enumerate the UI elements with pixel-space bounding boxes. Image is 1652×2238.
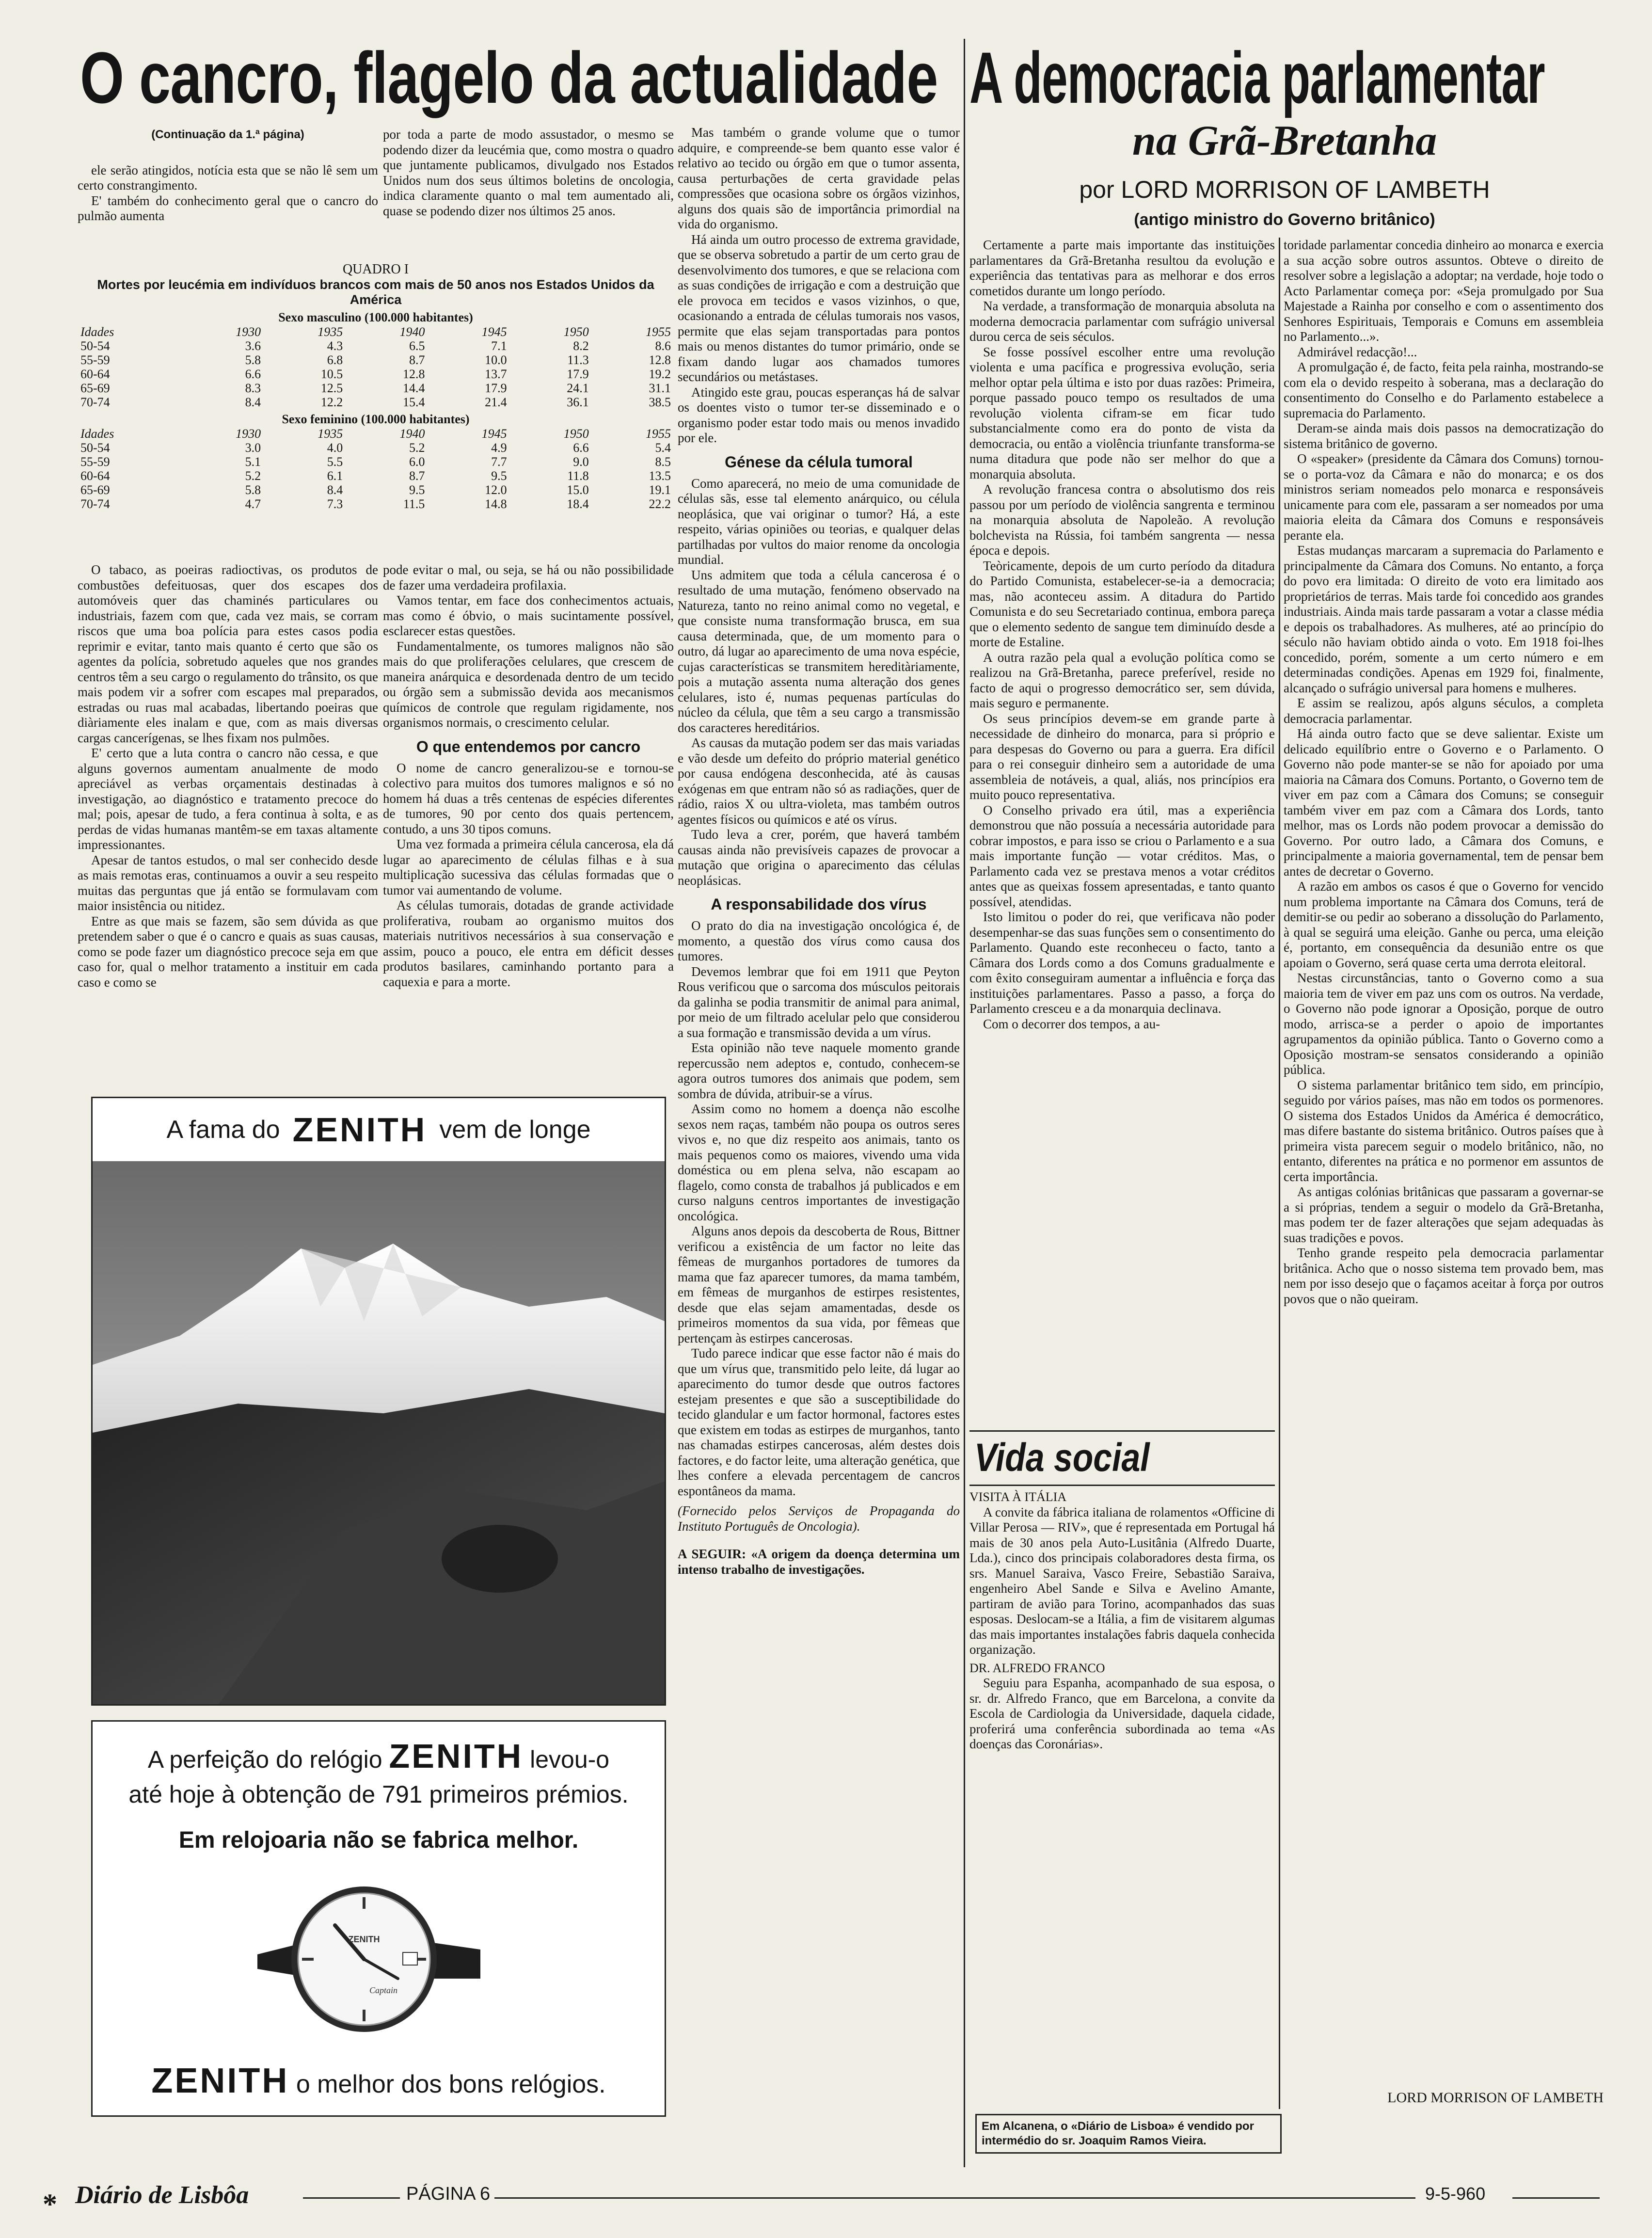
value-cell: 13.7 [485, 367, 507, 381]
value-cell: 8.4 [327, 483, 343, 497]
value-cell: 4.3 [327, 339, 343, 353]
value-cell: 19.1 [649, 483, 671, 497]
paragraph: Deram-se ainda mais dois passos na democratização do sistema britânico de governo. [1284, 421, 1604, 451]
byline-note: (antigo ministro do Governo britânico) [1134, 210, 1435, 229]
paragraph: Os seus princípios devem-se em grande parte à necessidade de dinheiro do monarca, para si próprio e para despesas do Governo ou para a guerra. Era difícil para o rei conseguir dinheiro sem a autoridade de uma assembleia de notáveis, a qual, aliás, nos princípios era muito pouco representativa. [969, 711, 1275, 802]
year-header: 1935 [318, 325, 343, 339]
paragraph: As células tumorais, dotadas de grande actividade proliferativa, roubam ao organismo muitos dos materiais nutritivos necessários à sua conservação e assim, pouco a pouco, ele entra em déficit desses produtos basilares, caminhando portanto para a caquexia e para a morte. [383, 898, 674, 989]
value-cell: 8.4 [245, 395, 261, 409]
value-cell: 17.9 [567, 367, 589, 381]
paragraph: Admirável redacção!... [1297, 344, 1417, 359]
year-header: 1950 [563, 325, 589, 339]
paragraph: Com o decorrer dos tempos, a au- [983, 1016, 1160, 1031]
vida-heading-italy: VISITA À ITÁLIA [969, 1490, 1067, 1504]
paragraph: Vamos tentar, em face dos conhecimentos actuais, mas como é óbvio, o mais sucintamente possível, esclarecer estas questões. [383, 593, 674, 638]
paragraph: Teòricamente, depois de um curto período da ditadura do Partido Comunista, estabelecer-se-ia a democracia; mas, não aconteceu assim. A ditadura do Partido Comunista e do seu Secretariado continua, embora pareça que o elemento sedento de sangue tem diminuído desde a morte de Estaline. [969, 558, 1275, 649]
value-cell: 17.9 [485, 381, 507, 395]
paragraph: As antigas colónias britânicas que passaram a governar-se a si próprias, tendem a seguir o modelo da Grã-Bretanha, mas podem ter de fazer alterações que sejam adequadas às suas tradições e povos. [1284, 1184, 1604, 1245]
value-cell: 6.6 [573, 441, 589, 455]
female-table [78, 427, 674, 511]
cancer-headline: O cancro, flagelo da actualidade [80, 37, 938, 118]
subheading-virus: A responsabilidade dos vírus [711, 895, 927, 913]
ad-text: o melhor dos bons relógios. [296, 2070, 606, 2098]
article-column-3 [678, 125, 960, 2108]
table-caption: QUADRO I [342, 262, 409, 277]
ad-text: vem de longe [439, 1116, 591, 1144]
paragraph: Alguns anos depois da descoberta de Rous, Bittner verificou a existência de um factor no leite das fêmeas de murganhos portadores de tumores da mama que faz aparecer tumores, da mama também, em fêmeas de murganhos de estirpes resistentes, desde que elas sejam amamentadas, desde os primeiros momentos da sua vida, por fêmeas que pertençam às estirpes cancerosas. [678, 1224, 960, 1345]
paragraph: toridade parlamentar concedia dinheiro ao monarca e exercia a sua acção sobre outros assuntos. Obteve o direito de resolver sobre a legislação a adoptar; na verdade, hoje todo o Acto Parlamentar começa por: «Seja promulgado por Sua Majestade a Rainha por conselho e com o assentimento dos Senhores Espirituais, Temporais e Comuns em assembleia no Parlamento...». [1284, 238, 1604, 344]
article-column-1-bottom [78, 562, 378, 1091]
democracy-column-2 [1284, 238, 1604, 2085]
democracy-subtitle: na Grã-Bretanha [1132, 117, 1437, 164]
age-header: Idades [80, 325, 114, 339]
age-cell: 65-69 [80, 381, 110, 395]
table-row [78, 469, 674, 483]
paragraph: Tudo leva a crer, porém, que haverá também causas ainda não previsíveis capazes de provocar a mutação que origina o aparecimento das células neoplásicas. [678, 827, 960, 888]
paragraph: Mas também o grande volume que o tumor adquire, e compreende-se bem quanto esse valor é relativo ao tecido ou órgão em que o tumor assenta, causa perturbações de certa gravidade pelas compressões que ocasiona sobre os órgãos vizinhos, alguns dos quais são de importância primordial na vida do organismo. [678, 125, 960, 231]
paragraph: O sistema parlamentar britânico tem sido, em princípio, seguido por vários países, mas não em todos os pormenores. O sistema dos Estados Unidos da América é democrático, mas difere bastante do sistema britânico. Outros países que à primeira vista parecem seguir o modelo britânico, não, no entanto, diferentes na prática e no pormenor em assuntos de certa importância. [1284, 1077, 1604, 1184]
paragraph: Tenho grande respeito pela democracia parlamentar britânica. Acho que o nosso sistema tem provado bem, mas nem por isso desejo que o façamos aceitar à força por outros povos que o não queiram. [1284, 1246, 1604, 1306]
paragraph: Assim como no homem a doença não escolhe sexos nem raças, também não poupa os outros seres vivos e, no que diz respeito aos animais, tanto os mais pequenos como os maiores, vivendo uma vida doméstica ou em plena selva, não escapam ao flagelo, como consta de trabalhos já publicados e em curso nalguns centros importantes de investigação oncológica. [678, 1102, 960, 1223]
ad-perfection-line1 [93, 1738, 665, 1777]
paragraph: ele serão atingidos, notícia esta que se não lê sem um certo constrangimento. [78, 162, 378, 192]
ad-text: A perfeição do relógio [147, 1746, 382, 1773]
value-cell: 8.5 [655, 455, 671, 469]
footer-rule [303, 2197, 400, 2199]
year-header: 1955 [646, 427, 671, 441]
paragraph: Nestas circunstâncias, tanto o Governo como a sua maioria tem de viver em paz uns com os outros. Na verdade, o Governo não pode ignorar a Oposição, porque de outro modo, arrisca-se a perder o apoio de importantes agrupamentos da opinião pública. Tanto o Governo como a Oposição mostram-se sensatos considerando a opinião pública. [1284, 971, 1604, 1077]
zenith-brand: ZENITH [389, 1737, 524, 1775]
source-note: (Fornecido pelos Serviços de Propaganda do Instituto Português de Oncologia). [678, 1503, 960, 1534]
table-row [78, 339, 674, 353]
year-header: 1940 [399, 325, 425, 339]
footer-rule [494, 2197, 1415, 2199]
paragraph: Entre as que mais se fazem, são sem dúvida as que pretendem saber o que é o cancro e quais as suas causas, como se pode fazer um diagnóstico precoce seja em que caso for, qual o melhor tratamento a instituir em cada caso e como se [78, 913, 378, 990]
democracy-column-1 [969, 238, 1275, 1421]
value-cell: 10.5 [320, 367, 343, 381]
value-cell: 5.1 [245, 455, 261, 469]
mountain-photo [93, 1161, 665, 1704]
value-cell: 22.2 [649, 497, 671, 511]
zenith-brand: ZENITH [292, 1111, 427, 1149]
article-column-2-bottom [383, 562, 674, 1091]
paragraph: E' certo que a luta contra o cancro não cessa, e que alguns governos aumentam anualmente de modo apreciável as verbas orçamentais destinadas à investigação, ao diagnóstico e tratamento precoce do mal; pois, apesar de tudo, a fera continua à solta, e as perdas de vidas humanas mantêm-se em taxas altamente impressionantes. [78, 746, 378, 852]
year-header: 1950 [563, 427, 589, 441]
paragraph: Apesar de tantos estudos, o mal ser conhecido desde as mais remotas eras, continuamos a ouvir a seu respeito muitas das perguntas que já então se formulavam com maior insistência ou nitidez. [78, 852, 378, 913]
value-cell: 15.0 [567, 483, 589, 497]
wristwatch-illustration [238, 1867, 490, 2051]
article-column-1-top [78, 127, 378, 258]
value-cell: 7.3 [327, 497, 343, 511]
paragraph: E assim se realizou, após alguns séculos, a completa democracia parlamentar. [1284, 696, 1604, 726]
paragraph: As causas da mutação podem ser das mais variadas e vão desde um defeito do próprio material genético por causa endógena desconhecida, até às causas exógenas em que entram não só as radiações, quer de rádio, raios X ou ultra-violeta, mas também outros agentes físicos ou químicos e até os vírus. [678, 735, 960, 827]
table-row [78, 367, 674, 381]
year-header: 1945 [481, 427, 507, 441]
value-cell: 12.0 [485, 483, 507, 497]
table-row [78, 441, 674, 455]
distribution-note: Em Alcanena, o «Diário de Lisboa» é vendido por intermédio do sr. Joaquim Ramos Vieira. [975, 2114, 1282, 2154]
age-cell: 50-54 [80, 441, 110, 455]
value-cell: 5.4 [655, 441, 671, 455]
footer-star: * [43, 2188, 57, 2220]
age-cell: 55-59 [80, 455, 110, 469]
vida-heading-franco: DR. ALFREDO FRANCO [969, 1661, 1105, 1675]
value-cell: 8.7 [409, 353, 425, 367]
value-cell: 14.4 [402, 381, 425, 395]
value-cell: 6.1 [327, 469, 343, 483]
paragraph: O Conselho privado era útil, mas a experiência demonstrou que não possuía a necessária autoridade para cobrar impostos, e para isso se criou o Parlamento e a sua mais importante função — votar créditos. Mas, o Parlamento cada vez se prestava menos a votar créditos antes que as queixas fossem apresentadas, e tanto quanto possível, atendidas. [969, 802, 1275, 909]
paragraph: A promulgação é, de facto, feita pela rainha, mostrando-se com ela o devido respeito à soberana, mas a declaração do consentimento do Conselho e do Parlamento estabelece a supremacia do Parlamento. [1284, 360, 1604, 420]
ad-text: levou-o [530, 1746, 610, 1773]
value-cell: 5.8 [245, 353, 261, 367]
value-cell: 9.5 [409, 483, 425, 497]
paragraph: Na verdade, a transformação de monarquia absoluta na moderna democracia parlamentar com sufrágio universal durou cerca de seis séculos. [969, 299, 1275, 344]
value-cell: 31.1 [649, 381, 671, 395]
column-divider [964, 39, 965, 2167]
age-cell: 60-64 [80, 367, 110, 381]
paragraph: Como aparecerá, no meio de uma comunidade de células sãs, esse tal elemento anárquico, ou célula neoplásica, que vai originar o tumor? Há, a este respeito, várias opiniões ou teorias, e qualquer delas partilhadas por vultos do maior renome da oncologia mundial. [678, 476, 960, 567]
paragraph: Uma vez formada a primeira célula cancerosa, ela dá lugar ao aparecimento de células filhas e à sua multiplicação sucessiva das células formadas que o tumor vai aumentando de volume. [383, 837, 674, 897]
value-cell: 4.9 [491, 441, 507, 455]
year-header: 1930 [236, 325, 261, 339]
value-cell: 12.8 [649, 353, 671, 367]
byline: por LORD MORRISON OF LAMBETH [1079, 176, 1490, 203]
column-divider [1279, 238, 1280, 2109]
year-header: 1945 [481, 325, 507, 339]
vida-social-title: Vida social [974, 1436, 1150, 1480]
value-cell: 11.5 [403, 497, 425, 511]
value-cell: 9.5 [491, 469, 507, 483]
age-cell: 50-54 [80, 339, 110, 353]
value-cell: 8.2 [573, 339, 589, 353]
value-cell: 12.8 [402, 367, 425, 381]
next-article-note: A SEGUIR: «A origem da doença determina um intenso trabalho de investigações. [678, 1547, 960, 1577]
table-title: Mortes por leucémia em indivíduos brancos com mais de 50 anos nos Estados Unidos da América [97, 277, 654, 307]
value-cell: 4.0 [327, 441, 343, 455]
paragraph: A revolução francesa contra o absolutismo dos reis passou por um período de violência sangrenta e terminou na monarquia absoluta de Napoleão. A revolução bolchevista na Rússia, foi também sangrenta — nessa época e depois. [969, 482, 1275, 558]
table-row [78, 497, 674, 511]
paragraph: E' também do conhecimento geral que o cancro do pulmão aumenta [78, 193, 378, 223]
signature: LORD MORRISON OF LAMBETH [1387, 2090, 1604, 2106]
section-divider [969, 1485, 1275, 1486]
table-row [78, 381, 674, 395]
paragraph: Isto limitou o poder do rei, que verificava não poder desempenhar-se das suas funções sem o consentimento do Parlamento. Quando este reconheceu o facto, tanto a Câmara dos Lords como a dos Comuns gradualmente e com êxito conseguiram aumentar a influência e força das instituições parlamentares. Passo a passo, a força do Parlamento cresceu e a da monarquia declinava. [969, 910, 1275, 1016]
age-cell: 55-59 [80, 353, 110, 367]
value-cell: 6.5 [409, 339, 425, 353]
value-cell: 19.2 [649, 367, 671, 381]
value-cell: 38.5 [649, 395, 671, 409]
watch-brand: ZENITH [348, 1934, 380, 1944]
continuation-note: (Continuação da 1.ª página) [151, 128, 304, 141]
value-cell: 5.2 [409, 441, 425, 455]
footer-rule [1512, 2197, 1600, 2199]
male-table [78, 325, 674, 409]
zenith-ad-fame [91, 1097, 666, 1706]
age-cell: 70-74 [80, 497, 110, 511]
age-cell: 70-74 [80, 395, 110, 409]
vida-social-column [969, 1489, 1275, 2095]
year-header: 1955 [646, 325, 671, 339]
paragraph: A razão em ambos os casos é que o Governo for vencido num problema importante na Câmara dos Comuns, terá de demitir-se ou pedir ao soberano a dissolução do Parlamento, à qual se seguirá uma eleição. Ganhe ou perca, uma eleição é, portanto, em consequência da desunião entre os que apoiam o Governo, será quase certa uma derrota eleitoral. [1284, 879, 1604, 970]
table-row [78, 395, 674, 409]
subheading-genese: Génese da célula tumoral [725, 453, 913, 471]
value-cell: 9.0 [573, 455, 589, 469]
newspaper-name: Diário de Lisbôa [75, 2181, 249, 2209]
ad-text: A fama do [166, 1116, 280, 1144]
year-header: 1930 [236, 427, 261, 441]
ad-perfection-line3: Em relojoaria não se fabrica melhor. [178, 1827, 579, 1853]
paragraph: A convite da fábrica italiana de rolamentos «Officine di Villar Perosa — RIV», que é representada em Portugal há mais de 30 anos pela Auto-Lusitânia (Alfredo Duarte, Lda.), cinco dos principais colaboradores desta firma, os srs. Manuel Saraiva, Vasco Freire, Sebastião Saraiva, engenheiro Abel Sande e Silva e Avelino Amante, partiram de avião para Torino, acompanhados das suas esposas. Deslocam-se a Itália, a fim de visitarem algumas das mais importantes instalações fabris daquela conhecida organização. [969, 1504, 1275, 1657]
watch-model: Captain [369, 1985, 398, 1995]
value-cell: 36.1 [567, 395, 589, 409]
paragraph: A outra razão pela qual a evolução política como se realizou na Grã-Bretanha, parece preferível, reside no facto de aqui o progresso democrático ser, sem dúvida, mais seguro e permanente. [969, 650, 1275, 710]
value-cell: 5.8 [245, 483, 261, 497]
paragraph: Se fosse possível escolher entre uma revolução violenta e uma pacífica e progressiva evolução, seria melhor optar pela última e isto por duas razões: Primeira, porque passado pouco tempo os resultados de uma revolução violenta cifram-se em ficar tudo substancialmente como era do ponto de vista da democracia, ou então a violência triunfante transforma-se numa ditadura que pode não ser melhor do que a monarquia absoluta. [969, 344, 1275, 481]
value-cell: 18.4 [567, 497, 589, 511]
table-header-row [78, 325, 674, 339]
value-cell: 14.8 [485, 497, 507, 511]
male-table-title: Sexo masculino (100.000 habitantes) [278, 310, 473, 324]
age-cell: 65-69 [80, 483, 110, 497]
value-cell: 8.7 [409, 469, 425, 483]
table-header-row [78, 427, 674, 441]
paragraph: O prato do dia na investigação oncológica é, de momento, a questão dos vírus como causa dos tumores. [678, 918, 960, 963]
paragraph: O nome de cancro generalizou-se e tornou-se colectivo para muitos dos tumores malignos e só no homem há duas a três centenas de espécies diferentes de tumores, 90 por cento dos quais pertencem, contudo, a uns 30 tipos comuns. [383, 760, 674, 836]
value-cell: 8.3 [245, 381, 261, 395]
leukemia-table-block [78, 262, 674, 511]
value-cell: 7.7 [491, 455, 507, 469]
age-header: Idades [80, 427, 114, 441]
paragraph: O «speaker» (presidente da Câmara dos Comuns) tornou-se o porta-voz da Câmara e não do monarca; e os dos ministros seriam nomeados pelo monarca e responsáveis unicamente para com ele, passaram a ser nomeados por uma maioria eleita da Câmara dos Comuns e responsáveis perante ela. [1284, 451, 1604, 543]
zenith-ad-perfection [91, 1720, 666, 2117]
year-header: 1940 [399, 427, 425, 441]
value-cell: 6.0 [409, 455, 425, 469]
issue-date: 9-5-960 [1425, 2184, 1486, 2204]
paragraph: Há ainda um outro processo de extrema gravidade, que se observa sobretudo a partir de um certo grau de desenvolvimento dos tumores, e que se relaciona com as suas condições de irrigação e com a destruição que ele provoca em tecidos e vasos vizinhos, o que, ocasionando a entrada de células tumorais nos vasos, permite que elas sejam transportadas para pontos mais ou menos distantes do tumor primário, onde se fixam dando lugar aos chamados tumores secundários ou metástases. [678, 232, 960, 384]
paragraph: Certamente a parte mais importante das instituições parlamentares da Grã-Bretanha resultou da evolução e experiência das tentativas para as melhorar e dos erros cometidos durante um longo período. [969, 238, 1275, 298]
value-cell: 12.5 [320, 381, 343, 395]
paragraph: Esta opinião não teve naquele momento grande repercussão nem adeptos e, contudo, conhecem-se agora outros tumores dos animais que podem, sem sombra de dúvida, atribuir-se a vírus. [678, 1040, 960, 1101]
value-cell: 15.4 [402, 395, 425, 409]
paragraph: Uns admitem que toda a célula cancerosa é o resultado de uma mutação, fenómeno observado na Natureza, tanto no reino animal como no vegetal, e que consiste numa transformação brusca, em sua causa determinada, que, de um momento para o outro, dá lugar ao aparecimento de uma nova espécie, cujas características se transmitem hereditàriamente, pois a mutação assenta numa alteração dos genes celulares, isto é, numas pequenas partículas do núcleo da célula, que têm a seu cargo a transmissão dos caracteres hereditários. [678, 567, 960, 735]
table-row [78, 353, 674, 367]
value-cell: 6.6 [245, 367, 261, 381]
democracy-headline: A democracia parlamentar [969, 37, 1545, 118]
paragraph: Fundamentalmente, os tumores malignos não são mais do que proliferações celulares, que crescem de maneira anárquica e desordenada dentro de um tecido ou órgão sem a submissão devida aos mecanismos químicos de controle que regulam rigidamente, nos organismos normais, o crescimento celular. [383, 639, 674, 730]
paragraph: Tudo parece indicar que esse factor não é mais do que um vírus que, transmitido pelo leite, dá lugar ao aparecimento do tumor desde que outros factores estejam presentes e que são a susceptibilidade do tecido glandular e um factor hormonal, factores estes que existem em todas as estirpes de murganhos, tanto nas chamadas estirpes cancerosas, além destes dois factores, e do factor leite, uma alteração genética, que lhes confere a elevada percentagem de cancros espontâneos da mama. [678, 1346, 960, 1498]
value-cell: 7.1 [491, 339, 507, 353]
value-cell: 12.2 [320, 395, 343, 409]
page-number: PÁGINA 6 [406, 2184, 491, 2204]
paragraph: O tabaco, as poeiras radioctivas, os produtos de combustões defeituosas, quer dos escapes dos automóveis quer das chaminés particulares ou industriais, fazem com que, cada vez mais, se corram riscos que uma boa polícia para estes casos podia reprimir e evitar, tanto mais quanto é certo que são os agentes da polícia, sobretudo aqueles que nos grandes centros têm a seu cargo o regulamento do trânsito, os que mais podem vir a sofrer com escapes mal preparados, estradas ou ruas mal acabadas, libertando poeiras que diàriamente eles inalam e que, com as mais diversas cargas cancerígenas, se lhes fixam nos pulmões. [78, 562, 378, 745]
paragraph: por toda a parte de modo assustador, o mesmo se podendo dizer da leucémia que, como mostra o quadro que juntamente publicamos, divulgado nos Estados Unidos num dos seus últimos boletins de oncologia, indica claramente quanto o mal tem aumentado ali, quase se podendo dizer nos últimos 25 anos. [383, 127, 674, 218]
paragraph: Atingido este grau, poucas esperanças há de salvar os doentes visto o tumor ter-se disseminado e o organismo poder estar todo mais ou menos invadido por ele. [678, 384, 960, 445]
value-cell: 5.5 [327, 455, 343, 469]
value-cell: 13.5 [649, 469, 671, 483]
value-cell: 21.4 [485, 395, 507, 409]
table-row [78, 483, 674, 497]
value-cell: 10.0 [485, 353, 507, 367]
section-divider [969, 1430, 1275, 1432]
year-header: 1935 [318, 427, 343, 441]
value-cell: 11.8 [567, 469, 589, 483]
paragraph: Devemos lembrar que foi em 1911 que Peyton Rous verificou que o sarcoma dos músculos peitorais da galinha se podia transmitir de animal para animal, por meio de um filtrado acelular pelo que considerou a sua formação e transmissão devida a um vírus. [678, 964, 960, 1040]
subheading-o-que-entendemos: O que entendemos por cancro [416, 737, 641, 755]
table-row [78, 455, 674, 469]
value-cell: 8.6 [655, 339, 671, 353]
ad-footer-line [93, 2061, 665, 2101]
value-cell: 5.2 [245, 469, 261, 483]
value-cell: 6.8 [327, 353, 343, 367]
paragraph: pode evitar o mal, ou seja, se há ou não possibilidade de fazer uma verdadeira profilaxia. [383, 562, 674, 592]
value-cell: 3.0 [245, 441, 261, 455]
paragraph: Seguiu para Espanha, acompanhado de sua esposa, o sr. dr. Alfredo Franco, que em Barcelona, a convite da Escola de Cardiologia da Universidade, daquela cidade, proferirá uma conferência subordinada ao tema «As doenças das Coronárias». [969, 1676, 1275, 1751]
value-cell: 24.1 [567, 381, 589, 395]
article-column-2-top [383, 127, 674, 258]
ad-fame-line [93, 1098, 665, 1161]
value-cell: 11.3 [567, 353, 589, 367]
zenith-brand: ZENITH [151, 2062, 289, 2100]
ad-perfection-line2: até hoje à obtenção de 791 primeiros prémios. [128, 1781, 629, 1808]
paragraph: Estas mudanças marcaram a supremacia do Parlamento e principalmente da Câmara dos Comuns. No entanto, a força do povo era limitada: O direito de voto era limitado aos proprietários de terras. Mais tarde foi concedido aos grandes industriais. Ainda mais tarde passaram a votar a classe média e depois os trabalhadores. As mulheres, até ao princípio do século não haviam obtido ainda o voto. Em 1918 foi-lhes concedido, porém, somente a um certo número e em determinadas condições. Apenas em 1929 foi, finalmente, alcançado o sufrágio universal para homens e mulheres. [1284, 543, 1604, 695]
female-table-title: Sexo feminino (100.000 habitantes) [282, 412, 470, 426]
paragraph: Há ainda outro facto que se deve salientar. Existe um delicado equilíbrio entre o Governo e o Parlamento. O Governo não pode manter-se se não for apoiado por uma maioria na Câmara dos Comuns. Portanto, o Governo tem de viver em paz com a Câmara dos Comuns; se conseguir também viver em paz com a Câmara dos Lords, tanto melhor, mas os Lords não podem provocar a demissão do Governo. Por outro lado, a Câmara dos Comuns, e principalmente a maioria governamental, tem de pensar bem antes de decretar o Governo. [1284, 726, 1604, 879]
value-cell: 3.6 [245, 339, 261, 353]
age-cell: 60-64 [80, 469, 110, 483]
value-cell: 4.7 [245, 497, 261, 511]
